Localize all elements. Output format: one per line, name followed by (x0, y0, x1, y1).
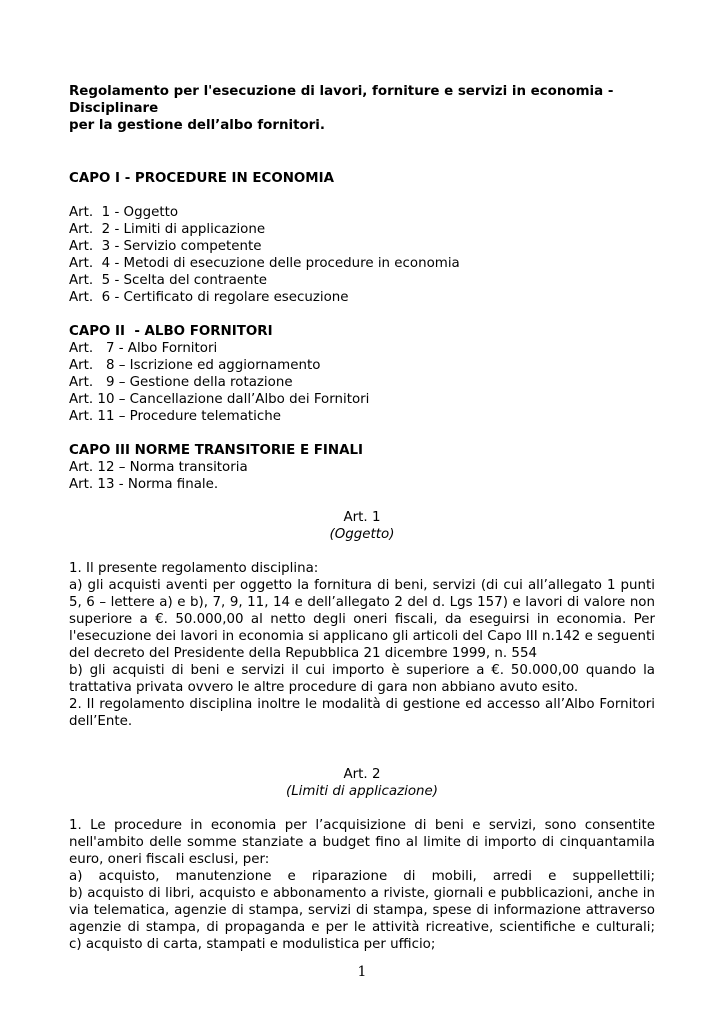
toc-item: Art. 12 – Norma transitoria (69, 460, 248, 475)
toc-item: Art. 7 - Albo Fornitori (69, 341, 218, 356)
toc-item: Art. 10 – Cancellazione dall’Albo dei Fornitori (69, 392, 370, 407)
article-number: Art. 2 (343, 767, 381, 782)
toc-item: Art. 6 - Certificato di regolare esecuzione (69, 290, 349, 305)
article-text-line: euro, oneri fiscali esclusi, per: (69, 852, 270, 867)
article-text-line: c) acquisto di carta, stampati e modulistica per ufficio; (69, 937, 436, 952)
article-text-line: superiore a €. 50.000,00 al netto degli oneri fiscali, da eseguirsi in economia. Per (69, 612, 655, 627)
article-text-line: del decreto del Presidente della Repubblica 21 dicembre 1999, n. 554 (69, 646, 537, 661)
chapter-heading: CAPO III NORME TRANSITORIE E FINALI (69, 443, 363, 458)
article-text-line: trattativa privata ovvero le altre procedure di gara non abbiano avuto esito. (69, 680, 579, 695)
document-page (69, 83, 655, 953)
toc-item: Art. 11 – Procedure telematiche (69, 409, 281, 424)
document-title-line-2: per la gestione dell’albo fornitori. (69, 118, 325, 133)
article-2 (69, 766, 655, 953)
document-title (69, 83, 655, 134)
article-text-line: agenzie di stampa, di propaganda e per le attività ricreative, scientifiche e culturali; (69, 920, 655, 935)
article-text-line: 5, 6 – lettere a) e b), 7, 9, 11, 14 e dell’allegato 2 del d. Lgs 157) e lavori di valore non (69, 595, 655, 610)
toc-item: Art. 3 - Servizio competente (69, 239, 262, 254)
index-capo-2 (69, 323, 655, 425)
article-text-line: via telematica, agenzie di stampa, servizi di stampa, spese di informazione attraverso (69, 903, 655, 918)
toc-item: Art. 8 – Iscrizione ed aggiornamento (69, 358, 321, 373)
article-body (69, 560, 655, 730)
article-text-line: dell’Ente. (69, 714, 133, 729)
document-title-line-1: Regolamento per l'esecuzione di lavori, forniture e servizi in economia - Disciplinare (69, 84, 614, 116)
article-text-line: a) acquisto, manutenzione e riparazione di mobili, arredi e suppellettili; (69, 869, 655, 884)
toc-item: Art. 9 – Gestione della rotazione (69, 375, 293, 390)
article-text-line: b) gli acquisti di beni e servizi il cui importo è superiore a €. 50.000,00 quando la (69, 663, 655, 678)
toc-item: Art. 13 - Norma finale. (69, 477, 219, 492)
chapter-heading: CAPO I - PROCEDURE IN ECONOMIA (69, 171, 334, 186)
toc-item: Art. 1 - Oggetto (69, 205, 179, 220)
toc-item: Art. 4 - Metodi di esecuzione delle procedure in economia (69, 256, 460, 271)
page-number: 1 (357, 964, 367, 980)
article-body (69, 817, 655, 953)
toc-item: Art. 5 - Scelta del contraente (69, 273, 268, 288)
article-1 (69, 509, 655, 730)
article-number: Art. 1 (343, 510, 381, 525)
article-subtitle: (Limiti di applicazione) (286, 784, 438, 799)
index-capo-3 (69, 442, 655, 493)
article-text-line: 1. Il presente regolamento disciplina: (69, 561, 319, 576)
article-text-line: a) gli acquisti aventi per oggetto la fornitura di beni, servizi (di cui all’allegato 1 punti (69, 578, 655, 593)
article-text-line: b) acquisto di libri, acquisto e abbonamento a riviste, giornali e pubblicazioni, anche in (69, 886, 655, 901)
article-subtitle: (Oggetto) (329, 527, 395, 542)
chapter-heading: CAPO II - ALBO FORNITORI (69, 324, 273, 339)
article-text-line: nell'ambito delle somme stanziate a budget fino al limite di importo di cinquantamila (69, 835, 655, 850)
toc-item: Art. 2 - Limiti di applicazione (69, 222, 266, 237)
index-capo-1 (69, 170, 655, 306)
article-text-line: 2. Il regolamento disciplina inoltre le modalità di gestione ed accesso all’Albo Fornitori (69, 697, 655, 712)
article-text-line: l'esecuzione dei lavori in economia si applicano gli articoli del Capo III n.142 e seguenti (69, 629, 655, 644)
article-text-line: 1. Le procedure in economia per l’acquisizione di beni e servizi, sono consentite (69, 818, 655, 833)
